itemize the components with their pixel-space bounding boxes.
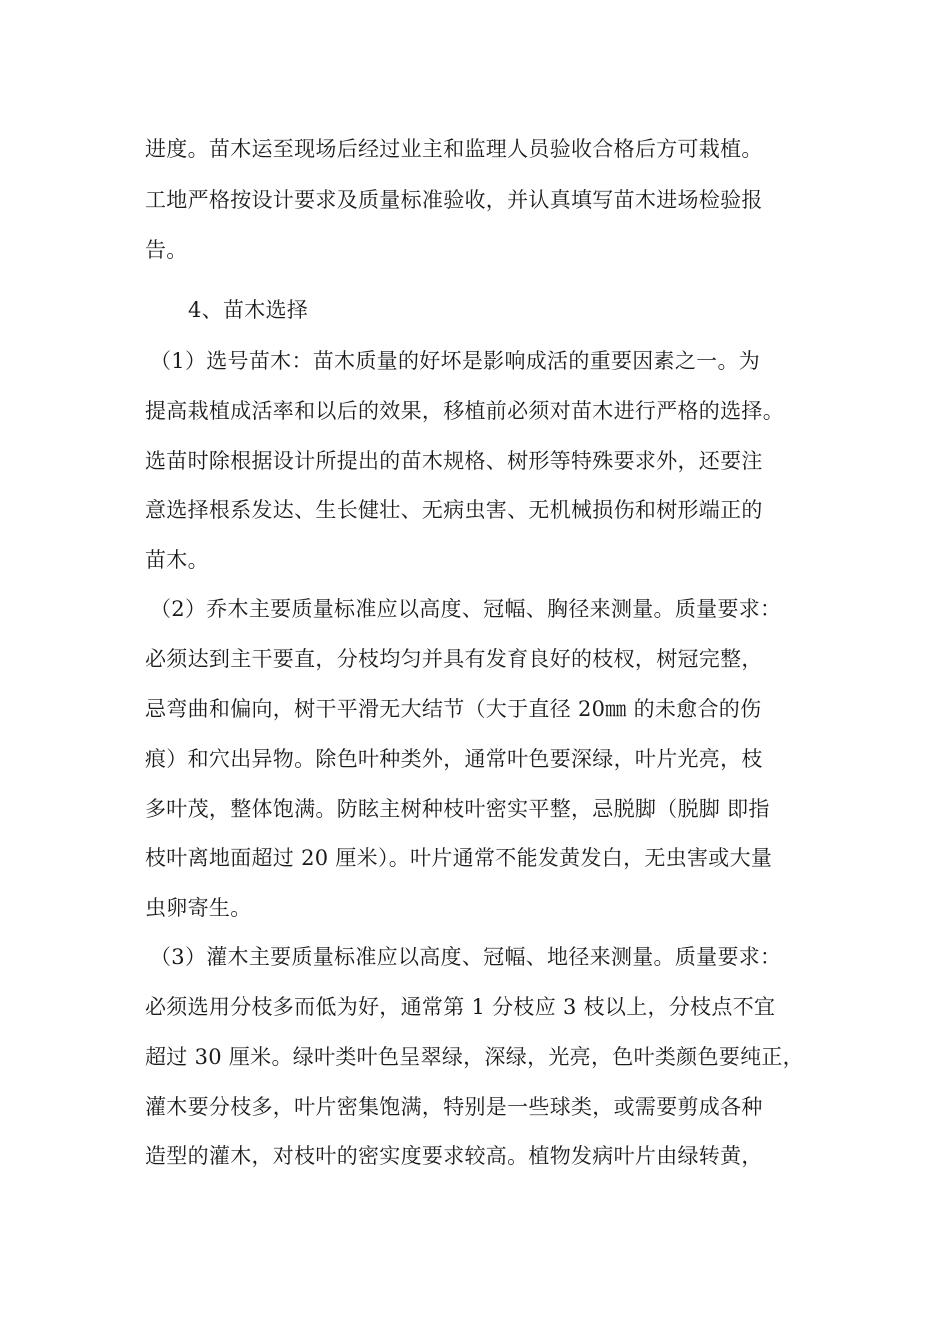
text-line: 选苗时除根据设计所提出的苗木规格、树形等特殊要求外，还要注	[145, 449, 763, 473]
text-line: （3）灌木主要质量标准应以高度、冠幅、地径来测量。质量要求：	[150, 945, 782, 969]
text-line: 痕）和穴出异物。除色叶种类外，通常叶色要深绿，叶片光亮，枝	[145, 747, 763, 771]
text-line: 虫卵寄生。	[145, 896, 252, 920]
text-line: 告。	[145, 238, 188, 262]
text-line: （1）选号苗木：苗木质量的好坏是影响成活的重要因素之一。为	[150, 349, 761, 373]
text-line: 进度。苗木运至现场后经过业主和监理人员验收合格后方可栽植。	[145, 137, 763, 161]
section-heading: 4、苗木选择	[188, 298, 309, 322]
text-line: 灌木要分枝多，叶片密集饱满，特别是一些球类，或需要剪成各种	[145, 1095, 763, 1119]
text-line: 苗木。	[145, 548, 209, 572]
text-line: 超过 30 厘米。绿叶类叶色呈翠绿，深绿，光亮，色叶类颜色要纯正，	[145, 1045, 804, 1069]
text-line: 工地严格按设计要求及质量标准验收，并认真填写苗木进场检验报	[145, 188, 763, 212]
text-line: 忌弯曲和偏向，树干平滑无大结节（大于直径 20㎜ 的未愈合的伤	[145, 697, 762, 721]
text-line: 枝叶离地面超过 20 厘米）。叶片通常不能发黄发白，无虫害或大量	[145, 846, 773, 870]
text-line: 多叶茂，整体饱满。防眩主树种枝叶密实平整，忌脱脚（脱脚 即指	[145, 797, 770, 821]
text-line: 必须选用分枝多而低为好，通常第 1 分枝应 3 枝以上，分枝点不宜	[145, 995, 776, 1019]
text-line: 必须达到主干要直，分枝均匀并具有发育良好的枝杈，树冠完整，	[145, 647, 763, 671]
text-line: 提高栽植成活率和以后的效果，移植前必须对苗木进行严格的选择。	[145, 399, 784, 423]
text-line: 意选择根系发达、生长健壮、无病虫害、无机械损伤和树形端正的	[145, 498, 763, 522]
text-line: （2）乔木主要质量标准应以高度、冠幅、胸径来测量。质量要求：	[150, 597, 782, 621]
text-line: 造型的灌木，对枝叶的密实度要求较高。植物发病叶片由绿转黄，	[145, 1144, 763, 1168]
